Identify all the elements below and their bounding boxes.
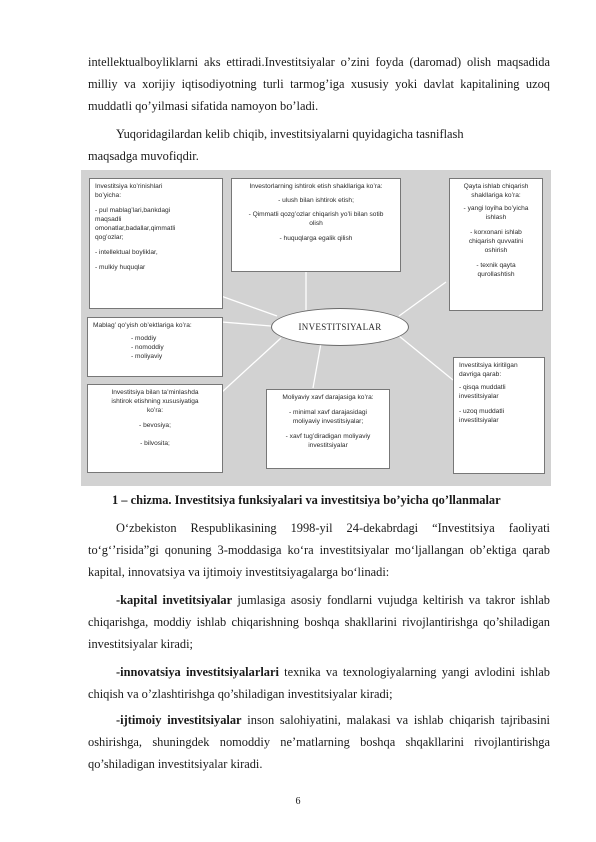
- box-investment-objects: [87, 317, 223, 377]
- list-item: - moliyaviy: [131, 353, 163, 360]
- list-item: moliyaviy investitsiyalar;: [292, 418, 364, 425]
- box-investment-forms: [89, 178, 223, 309]
- list-item: - ulush bilan ishtirok etish;: [278, 197, 354, 204]
- definition-innovation-investments: texnika va texnologiyalarning yangi avlodini ishlab chiqish va o’zlashtirishga qo’shiladigan investitsiyalar kiradi;: [88, 665, 550, 701]
- classification-lead-line1: Yuqoridagilardan kelib chiqib, investitsiyalarni quyidagicha tasniflash: [116, 127, 464, 141]
- list-item: oshirish: [484, 247, 508, 254]
- definition-capital-investments: jumlasiga asosiy fondlarni vujudga keltirish va takror ishlab chiqarishga, moddiy ishlab chiqarishning boshqa shakllarini rivojlantirishga qo’shiladigan investitsiyalar kiradi;: [88, 593, 550, 651]
- list-item: omonatlar,badallar,qimmatli: [95, 225, 176, 232]
- paragraph-intro: intellektualboyliklarni aks ettiradi.Investitsiyalar o’zini foyda (daromad) olish maqsadida milliy va xorijiy iqtisodiyotning turli tarmog’iga xususiy yoki davlat kapitalining uzoq muddatli qo’yilmasi sifatida namoyon bo’ladi.: [88, 55, 550, 113]
- page-number: 6: [295, 796, 301, 807]
- list-item: investitsiyalar: [308, 442, 348, 449]
- list-item: investitsiyalar: [459, 417, 499, 424]
- list-item: - mulkiy huquqlar: [95, 264, 146, 271]
- box-investor-participation-header: Investorlarning ishtirok etish shakllariga ko’ra:: [249, 183, 383, 190]
- list-item: - xavf tug’diradigan moliyaviy: [285, 433, 371, 440]
- list-item: - uzoq muddatli: [459, 408, 505, 415]
- list-item: - qisqa muddatli: [459, 384, 506, 391]
- box-financial-risk: [266, 389, 390, 469]
- investment-classification-diagram: [81, 170, 551, 486]
- box-investment-period: [453, 357, 545, 474]
- center-label: INVESTITSIYALAR: [298, 322, 382, 332]
- term-capital-investments: -kapital invetitsiyalar: [116, 593, 233, 607]
- list-item: ishlash: [485, 214, 507, 221]
- list-item: - korxonani ishlab: [470, 229, 522, 236]
- box-investment-forms-header: Investitsiya ko’rinishlari bo’yicha:: [95, 183, 163, 199]
- list-item: - texnik qayta: [476, 262, 516, 269]
- list-item: - intellektual boyliklar,: [95, 249, 158, 256]
- classification-lead-line2: maqsadga muvofiqdir.: [88, 149, 199, 163]
- paragraph-innovation-investments: [88, 661, 550, 705]
- list-item: qurollashtish: [477, 271, 515, 278]
- term-social-investments: -ijtimoiy investitsiyalar: [116, 713, 242, 727]
- list-item: maqsadli: [95, 216, 122, 223]
- center-investments-oval: [271, 308, 409, 346]
- box-financial-risk-header: Moliyaviy xavf darajasiga ko’ra:: [282, 394, 374, 401]
- list-item: - bilvosita;: [140, 440, 170, 447]
- list-item: - bevosiya;: [139, 422, 171, 429]
- box-participation-nature-header: Investitsiya bilan ta’minlashda ishtirok etishning xususiyatiga ko’ra:: [111, 389, 199, 414]
- list-item: chiqarish quvvatini: [468, 238, 524, 245]
- box-reproduction-forms: [449, 178, 543, 311]
- box-investment-period-header: Investitsiya kiritilgan davriga qarab:: [459, 362, 518, 378]
- list-item: - pul mablag’lari,bankdagi: [95, 207, 171, 214]
- list-item: - minimal xavf darajasidagi: [288, 409, 368, 416]
- definition-social-investments: inson salohiyatini, malakasi va ishlab chiqarish tajribasini oshirishga, shuningdek nomoddiy ne’matlarning boshqa shqakllarini rivojlantirishga qo’shiladigan investitsiyalar kiradi.: [88, 713, 550, 771]
- paragraph-social-investments: [88, 709, 550, 775]
- box-investment-objects-header: Mablag’ qo’yish ob’ektlariga ko’ra:: [93, 322, 192, 329]
- list-item: - yangi loyiha bo’yicha: [463, 205, 529, 212]
- list-item: - moddiy: [131, 335, 157, 342]
- box-investor-participation: [231, 178, 401, 272]
- list-item: qog’ozlar;: [95, 234, 124, 241]
- list-item: - Qimmatli qozg’ozlar chiqarish yo’li bilan sotib: [248, 211, 384, 218]
- box-reproduction-forms-header: Qayta ishlab chiqarish shakllariga ko’ra:: [463, 183, 529, 199]
- paragraph-law-reference: O‘zbekiston Respublikasining 1998-yil 24-dekabrdagi “Investitsiya faoliyati to‘g‘’risida”gi qonuning 3-moddasiga ko‘ra investitsiyalar mo‘ljallangan ob’ektiga qarab kapital, innovatsiya va ijtimoiy investitsiyagalarga bo‘linadi:: [88, 521, 550, 579]
- term-innovation-investments: -innovatsiya investitsiyalarlari: [116, 665, 279, 679]
- paragraph-capital-investments: [88, 589, 550, 655]
- list-item: olish: [309, 220, 323, 227]
- list-item: - nomoddiy: [131, 344, 164, 351]
- figure-caption: 1 – chizma. Investitsiya funksiyalari va investitsiya bo’yicha qo’llanmalar: [112, 493, 501, 507]
- list-item: investitsiyalar: [459, 393, 499, 400]
- list-item: - huquqlarga egalik qilish: [279, 235, 353, 242]
- paragraph-classification-lead: [88, 123, 550, 167]
- box-participation-nature: [87, 384, 223, 473]
